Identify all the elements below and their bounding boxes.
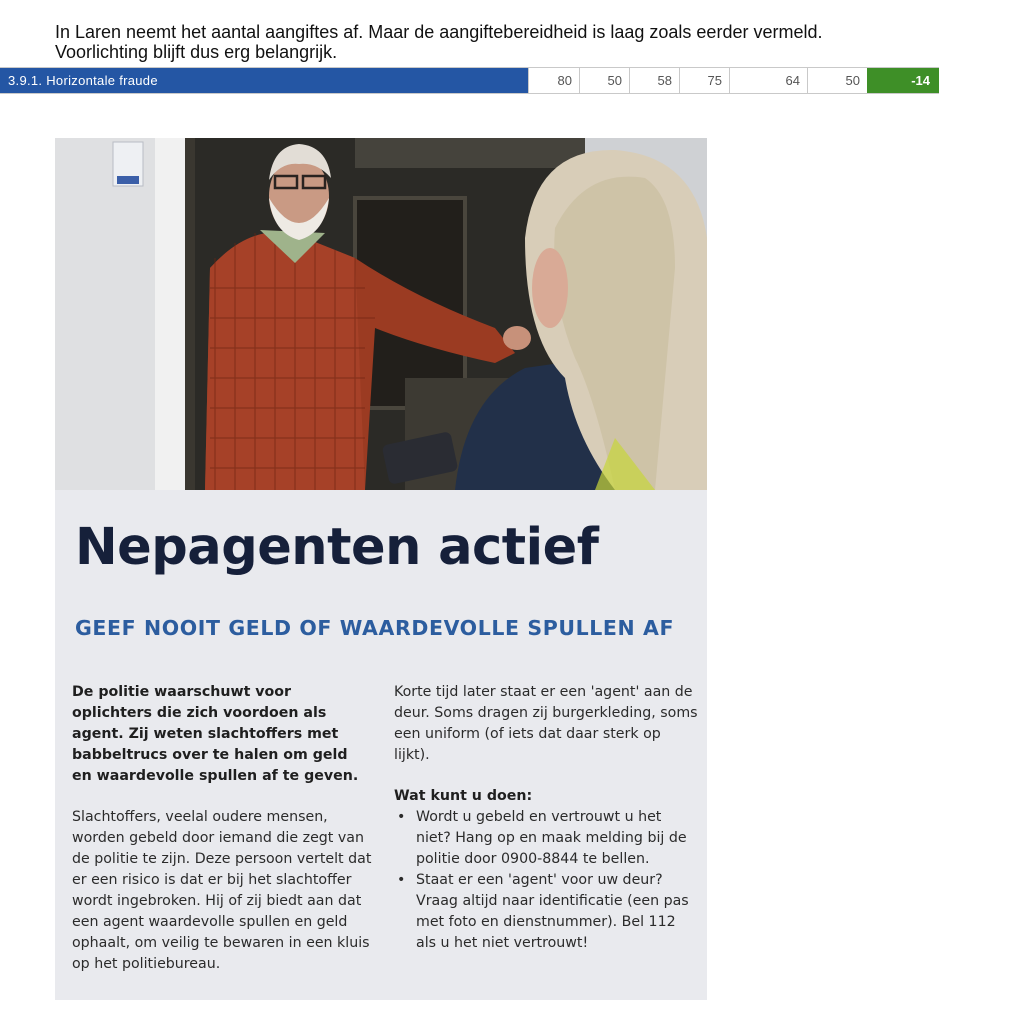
list-item: • Staat er een 'agent' voor uw deur? Vraag altijd naar identificatie (een pas met foto en dienstnummer). Bel 112 als u het niet vertrouwt! [394, 870, 700, 954]
clipping-photo [55, 138, 707, 490]
intro-line-1: In Laren neemt het aantal aangiftes af. Maar de aangiftebereidheid is laag zoals eerder vermeld. [55, 22, 823, 42]
stat-value-3: 58 [629, 68, 679, 93]
clipping-lead-paragraph: De politie waarschuwt voor oplichters die zich voordoen als agent. Zij weten slachtoffers met babbeltrucs over te halen om geld en waardevolle spullen af te geven. [72, 684, 359, 784]
stat-row-label: 3.9.1. Horizontale fraude [0, 68, 528, 93]
stat-delta-badge: -14 [867, 68, 939, 93]
clipping-advice-heading: Wat kunt u doen: [394, 788, 533, 804]
clipping-left-column [72, 682, 372, 975]
intro-line-2: Voorlichting blijft dus erg belangrijk. [55, 42, 338, 62]
stat-table-row [0, 67, 939, 94]
clipping-subheading: GEEF NOOIT GELD OF WAARDEVOLLE SPULLEN AF [75, 616, 675, 640]
intro-paragraph [55, 22, 955, 62]
stat-value-2: 50 [579, 68, 629, 93]
clipping-body-paragraph: Slachtoffers, veelal oudere mensen, worden gebeld door iemand die zegt van de politie te zijn. Deze persoon vertelt dat er een risico is dat er bij het slachtoffer wordt ingebroken. Hij of zij biedt aan dat een agent waardevolle spullen en geld ophaalt, om veilig te bewaren in een kluis op het politiebureau. [72, 809, 372, 972]
clipping-advice-list [394, 807, 700, 954]
clipping-right-paragraph: Korte tijd later staat er een 'agent' aan de deur. Soms dragen zij burgerkleding, soms een uniform (of iets dat daar sterk op lijkt). [394, 684, 698, 763]
stat-value-4: 75 [679, 68, 729, 93]
photo-illustration [55, 138, 707, 490]
clipping-right-column [394, 682, 700, 954]
stat-value-1: 80 [528, 68, 579, 93]
newspaper-clipping [55, 138, 707, 1000]
clipping-headline: Nepagenten actief [75, 518, 599, 577]
list-item: • Wordt u gebeld en vertrouwt u het niet? Hang op en maak melding bij de politie door 0900-8844 te bellen. [394, 807, 700, 870]
stat-value-6: 50 [807, 68, 867, 93]
stat-value-5: 64 [729, 68, 807, 93]
